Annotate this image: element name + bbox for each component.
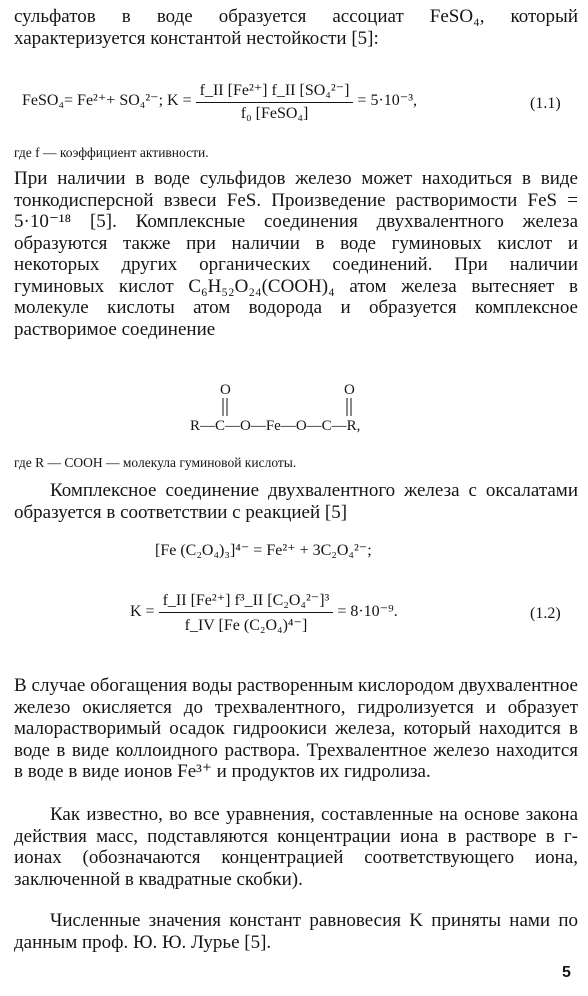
structure-chain: R—C—O—Fe—O—C—R, <box>190 418 361 434</box>
equation-1-2-denominator: f_IV [Fe (C₂O₄)⁴⁻] <box>184 617 308 634</box>
equation-1-2-right: = 8·10⁻⁹. <box>337 603 398 621</box>
paragraph-oxalates: Комплексное соединение двухвалентного железа с оксалатами образуется в соответствии с реакцией [5] <box>14 480 578 523</box>
equation-1-2 <box>130 590 398 635</box>
paragraph-mass-action: Как известно, во все уравнения, составленные на основе закона действия масс, подставляются концентрации иона в растворе в г-ионах (обозначаются концентрацией соответствующего иона, заключенной в квадратные скобки). <box>14 804 578 890</box>
equation-1-1-number: (1.1) <box>530 95 561 112</box>
note-activity-coefficient: где f — коэффициент активности. <box>14 145 209 160</box>
paragraph-oxidation: В случае обогащения воды растворенным кислородом двухвалентное железо окисляется до трехвалентного, гидролизуется и образует малорастворимый осадок гидроокиси железа, который находится в воде в виде коллоидного раствора. Трехвалентное железо находится в воде в виде ионов Fe³⁺ и продуктов их гидролиза. <box>14 675 578 782</box>
equation-1-2-numerator: f_II [Fe²⁺] f³_II [C₂O₄²⁻]³ <box>159 590 334 613</box>
structure-oxygen-2: O <box>344 382 355 398</box>
page-number: 5 <box>562 964 571 981</box>
note-humic-acid: где R — COOH — молекула гуминовой кислоты. <box>14 455 297 470</box>
paragraph-constants-source: Численные значения констант равновесия K приняты нами по данным проф. Ю. Ю. Лурье [5]. <box>14 910 578 953</box>
equation-1-2-fraction <box>159 590 334 635</box>
equation-1-1-fraction <box>196 80 354 123</box>
paragraph-sulfides: При наличии в воде сульфидов железо может находиться в виде тонкодисперсной взвеси FeS. Произведение растворимости FeS = 5·10⁻¹⁸ [5]. Комплексные соединения двухвалентного железа образуются также при наличии в воде гуминовых кислот и некоторых других органических соединений. При наличии гуминовых кислот C₆H₅₂O₂₄(COOH)₄ атом железа вытесняет в молекуле кислоты атом водорода и образуется комплексное растворимое соединение <box>14 168 578 340</box>
equation-1-2-left: K = <box>130 603 155 621</box>
equation-1-1-numerator: f_II [Fe²⁺] f_II [SO₄²⁻] <box>196 80 354 103</box>
equation-1-1-right: = 5·10⁻³, <box>357 92 418 110</box>
equation-1-1 <box>22 80 417 123</box>
equation-oxalate-reaction: [Fe (C₂O₄)₃]⁴⁻ = Fe²⁺ + 3C₂O₄²⁻; <box>155 542 372 559</box>
paragraph-sulfates: сульфатов в воде образуется ассоциат FeSO₄, который характеризуется константой нестойкости [5]: <box>14 6 578 49</box>
chemical-structure <box>190 380 410 440</box>
structure-oxygen-1: O <box>220 382 231 398</box>
equation-1-1-denominator: f₀ [FeSO₄] <box>240 105 309 122</box>
equation-1-2-number: (1.2) <box>530 605 561 622</box>
equation-1-1-left: FeSO₄= Fe²⁺+ SO₄²⁻; K = <box>22 92 192 110</box>
